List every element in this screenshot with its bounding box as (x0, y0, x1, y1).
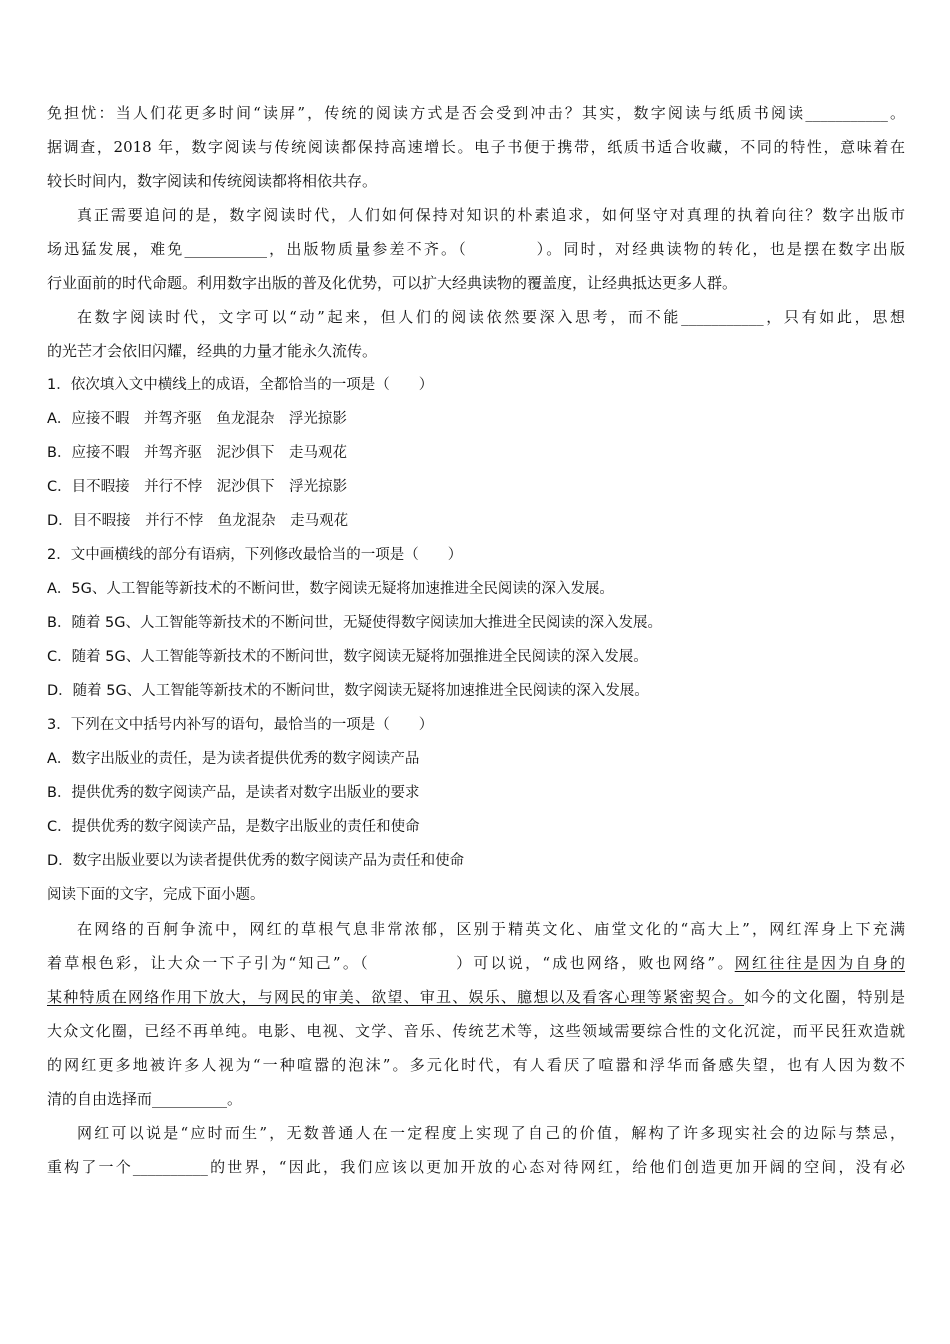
passage2-line-7: 网红可以说是“应时而生”，无数普通人在一定程度上实现了自己的价值，解构了许多现实社会的边际与禁忌， (77, 1124, 905, 1142)
section-intro: 阅读下面的文字，完成下面小题。 (47, 887, 265, 903)
question-1-option-d: D．目不暇接 并行不悖 鱼龙混杂 走马观花 (47, 513, 349, 529)
passage2-line-6: 清的自由选择而__________。 (47, 1090, 243, 1108)
passage2-line-5: 的网红更多地被许多人视为“一种喧嚣的泡沫”。多元化时代，有人看厌了喧嚣和浮华而备感失望，也有人因为数不 (47, 1056, 905, 1074)
passage2-line-1: 在网络的百舸争流中，网红的草根气息非常浓郁，区别于精英文化、庙堂文化的“高大上”，网红浑身上下充满 (77, 920, 905, 938)
passage2-line-8: 重构了一个__________的世界，“因此，我们应该以更加开放的心态对待网红，给他们创造更加开阔的空间，没有必 (47, 1158, 905, 1176)
question-2-option-c: C．随着 5G、人工智能等新技术的不断问世，数字阅读无疑将加强推进全民阅读的深入发展。 (47, 649, 648, 665)
question-3-option-c: C．提供优秀的数字阅读产品，是数字出版业的责任和使命 (47, 819, 420, 835)
question-1-option-a: A．应接不暇 并驾齐驱 鱼龙混杂 浮光掠影 (47, 411, 347, 427)
question-3-option-d: D．数字出版业要以为读者提供优秀的数字阅读产品为责任和使命 (47, 853, 465, 869)
underlined-sentence-part-1: 网红往往是因为自身的 (734, 954, 905, 972)
question-3-stem: 3．下列在文中括号内补写的语句，最恰当的一项是（ ） (47, 717, 434, 733)
passage2-line-3 (47, 980, 905, 1014)
passage1-line-1: 免担忧：当人们花更多时间“读屏”，传统的阅读方式是否会受到冲击？其实，数字阅读与纸质书阅读___________。 (47, 104, 905, 122)
passage2-line-4: 大众文化圈，已经不再单纯。电影、电视、文学、音乐、传统艺术等，这些领域需要综合性的文化沉淀，而平民狂欢造就 (47, 1022, 905, 1040)
question-2-option-a: A．5G、人工智能等新技术的不断问世，数字阅读无疑将加速推进全民阅读的深入发展。 (47, 581, 614, 597)
passage1-line-7: 在数字阅读时代，文字可以“动”起来，但人们的阅读依然要深入思考，而不能___________，只有如此，思想 (77, 308, 905, 326)
passage2-line-2-text: 着草根色彩，让大众一下子引为“知己”。（ ）可以说，“成也网络，败也网络”。 (47, 954, 735, 972)
passage1-line-5: 场迅猛发展，难免___________，出版物质量参差不齐。（ ）。同时，对经典读物的转化，也是摆在数字出版 (47, 240, 905, 258)
passage1-line-3: 较长时间内，数字阅读和传统阅读都将相依共存。 (47, 172, 378, 190)
passage1-line-8: 的光芒才会依旧闪耀，经典的力量才能永久流传。 (47, 342, 378, 360)
question-1-option-c: C．目不暇接 并行不悖 泥沙俱下 浮光掠影 (47, 479, 348, 495)
question-2-option-d: D．随着 5G、人工智能等新技术的不断问世，数字阅读无疑将加速推进全民阅读的深入发展。 (47, 683, 649, 699)
question-1-option-b: B．应接不暇 并驾齐驱 泥沙俱下 走马观花 (47, 445, 347, 461)
question-2-option-b: B．随着 5G、人工智能等新技术的不断问世，无疑使得数字阅读加大推进全民阅读的深入发展。 (47, 615, 663, 631)
question-3-option-a: A．数字出版业的责任，是为读者提供优秀的数字阅读产品 (47, 751, 420, 767)
passage1-line-2: 据调查，2018 年，数字阅读与传统阅读都保持高速增长。电子书便于携带，纸质书适合收藏，不同的特性，意味着在 (47, 138, 905, 156)
document-page (47, 96, 905, 1184)
passage1-line-6: 行业面前的时代命题。利用数字出版的普及化优势，可以扩大经典读物的覆盖度，让经典抵达更多人群。 (47, 274, 738, 292)
underlined-sentence-part-2: 某种特质在网络作用下放大，与网民的审美、欲望、审丑、娱乐、臆想以及看客心理等紧密契合。 (47, 988, 745, 1006)
passage2-line-3-text: 如今的文化圈，特别是 (744, 988, 905, 1006)
passage1-line-4: 真正需要追问的是，数字阅读时代，人们如何保持对知识的朴素追求，如何坚守对真理的执着向往？数字出版市 (77, 206, 905, 224)
question-3-option-b: B．提供优秀的数字阅读产品，是读者对数字出版业的要求 (47, 785, 420, 801)
question-2-stem: 2．文中画横线的部分有语病，下列修改最恰当的一项是（ ） (47, 547, 463, 563)
question-1-stem: 1．依次填入文中横线上的成语，全都恰当的一项是（ ） (47, 377, 434, 393)
passage2-line-2 (47, 946, 905, 980)
